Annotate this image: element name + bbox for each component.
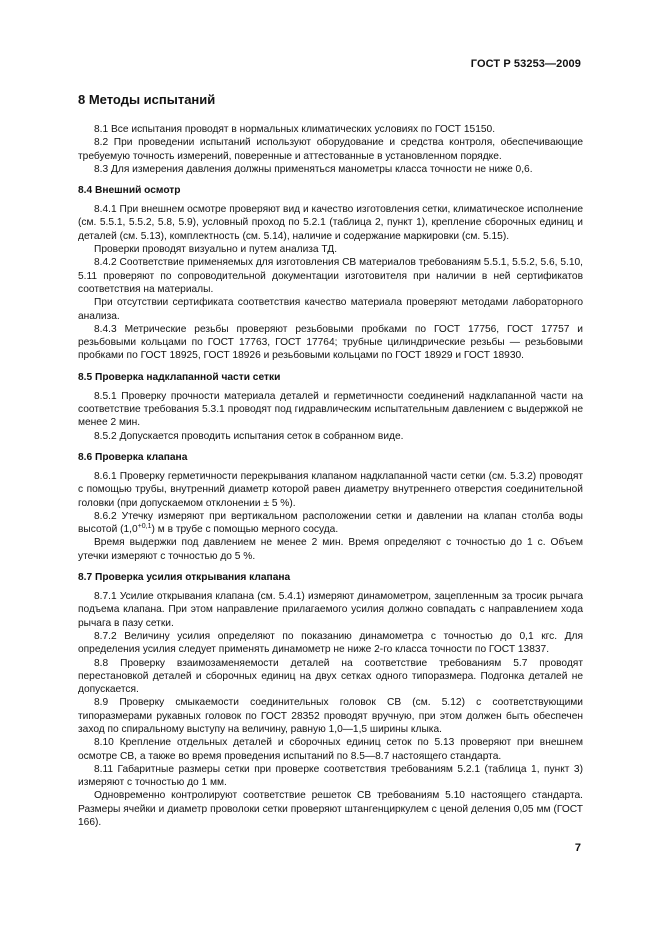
page-number: 7 [574, 842, 581, 854]
section-8-title: 8 Методы испытаний [78, 92, 216, 107]
paragraph-8-4-3: 8.4.3 Метрические резьбы проверяют резьбовыми пробками по ГОСТ 17756, ГОСТ 17757 и резьбовыми кольцами по ГОСТ 17763, ГОСТ 17764; трубные цилиндрические резьбы — резьбовыми пробками по ГОСТ 18925, ГОСТ 18926 и резьбовыми кольцами по ГОСТ 18929 и ГОСТ 18930. [78, 323, 583, 362]
paragraph-8-3: 8.3 Для измерения давления должны применяться манометры класса точности не ниже 0,6. [94, 163, 533, 175]
paragraph-8-4-1: 8.4.1 При внешнем осмотре проверяют вид и качество изготовления сетки, климатическое исполнение (см. 5.5.1, 5.5.2, 5.8, 5.9), условный проход по 5.2.1 (таблица 2, пункт 1), крепление сборочных единиц и деталей (см. 5.13), комплектность (см. 5.14), наличие и содержание маркировки (см. 5.15). [78, 204, 583, 242]
section-8-6-title: 8.6 Проверка клапана [78, 451, 188, 463]
paragraph-8-6-2 [78, 510, 583, 537]
paragraph-8-11-note: Одновременно контролируют соответствие решеток СВ требованиям 5.10 настоящего стандарта. Размеры ячейки и диаметр проволоки сетки проверяют штангенциркулем с ценой деления 0,05 мм (ГОСТ 166). [78, 790, 583, 829]
paragraph-8-6-2-note: Время выдержки под давлением не менее 2 мин. Время определяют с точностью до 1 с. Объем утечки измеряют с точностью до 5 %. [78, 537, 583, 562]
paragraph-8-4-2-note: При отсутствии сертификата соответствия качество материала проверяют методами лабораторного анализа. [78, 297, 583, 322]
paragraph-8-4-1-note: Проверки проводят визуально и путем анализа ТД. [94, 244, 338, 256]
paragraph-8-8: 8.8 Проверку взаимозаменяемости деталей на соответствие требованиям 5.7 проводят перестановкой деталей и сборочных единиц на двух сетках одного типоразмера. Подгонка деталей не допускается. [78, 657, 583, 696]
section-8-5-title: 8.5 Проверка надклапанной части сетки [78, 371, 281, 383]
paragraph-8-5-1: 8.5.1 Проверку прочности материала деталей и герметичности соединений надклапанной части на соответствие требования 5.3.1 проводят под гидравлическим испытательным давлением с выдержкой не менее 2 мин. [78, 390, 583, 429]
paragraph-8-7-1: 8.7.1 Усилие открывания клапана (см. 5.4.1) измеряют динамометром, зацепленным за тросик рычага подъема клапана. При этом направление прилагаемого усилия должно совпадать с направлением хода рычага в пазу сетки. [78, 591, 583, 629]
paragraph-8-6-2-start: 8.6.2 Утечку измеряют при вертикальном расположении сетки и давлении на клапан столба воды высотой (1,0 [78, 510, 583, 536]
paragraph-8-2: 8.2 При проведении испытаний используют оборудование и средства контроля, обеспечивающие требуемую точность измерений, поверенные и аттестованные в установленном порядке. [78, 137, 583, 162]
paragraph-8-11: 8.11 Габаритные размеры сетки при проверке соответствия требованиям 5.2.1 (таблица 1, пункт 3) измеряют с точностью до 1 мм. [78, 763, 583, 789]
paragraph-8-5-2: 8.5.2 Допускается проводить испытания сеток в собранном виде. [94, 430, 404, 442]
section-8-7-title: 8.7 Проверка усилия открывания клапана [78, 572, 291, 584]
section-8-4-title: 8.4 Внешний осмотр [78, 185, 181, 197]
paragraph-8-4-2: 8.4.2 Соответствие применяемых для изготовления СВ материалов требованиям 5.5.1, 5.5.2, 5.6, 5.10, 5.11 проверяют по сопроводительной документации изготовителя при наличии в ней сертификатов соответствия на материалы. [78, 257, 583, 295]
paragraph-8-10: 8.10 Крепление отдельных деталей и сборочных единиц сеток по 5.13 проверяют при внешнем осмотре СВ, а также во время проведения испытаний по 8.5—8.7 настоящего стандарта. [78, 737, 583, 762]
paragraph-8-1: 8.1 Все испытания проводят в нормальных климатических условиях по ГОСТ 15150. [94, 124, 496, 135]
tolerance-superscript: +0,1 [137, 523, 152, 531]
paragraph-8-6-2-end: ) м в трубе с помощью мерного сосуда. [151, 524, 339, 536]
paragraph-8-7-2: 8.7.2 Величину усилия определяют по показанию динамометра с точностью до 0,1 кгс. Для определения усилия следует применять динамометр не ниже 2-го класса точности по ГОСТ 13837. [78, 630, 583, 656]
standard-header: ГОСТ Р 53253—2009 [470, 58, 581, 70]
paragraph-8-6-1: 8.6.1 Проверку герметичности перекрывания клапаном надклапанной части сетки (см. 5.3.2) проводят с помощью трубы, внутренний диаметр которой равен диаметру внутреннего отверстия соединительной головки (при допускаемом отклонении ± 5 %). [78, 470, 583, 509]
page-content [78, 92, 583, 829]
paragraph-8-9: 8.9 Проверку смыкаемости соединительных головок СВ (см. 5.12) с соответствующими типоразмерами рукавных головок по ГОСТ 28352 проводят вручную, при этом должен быть обеспечен заход по спиральному выступу на величину, равную 1,0—1,5 ширины клыка. [78, 697, 583, 735]
